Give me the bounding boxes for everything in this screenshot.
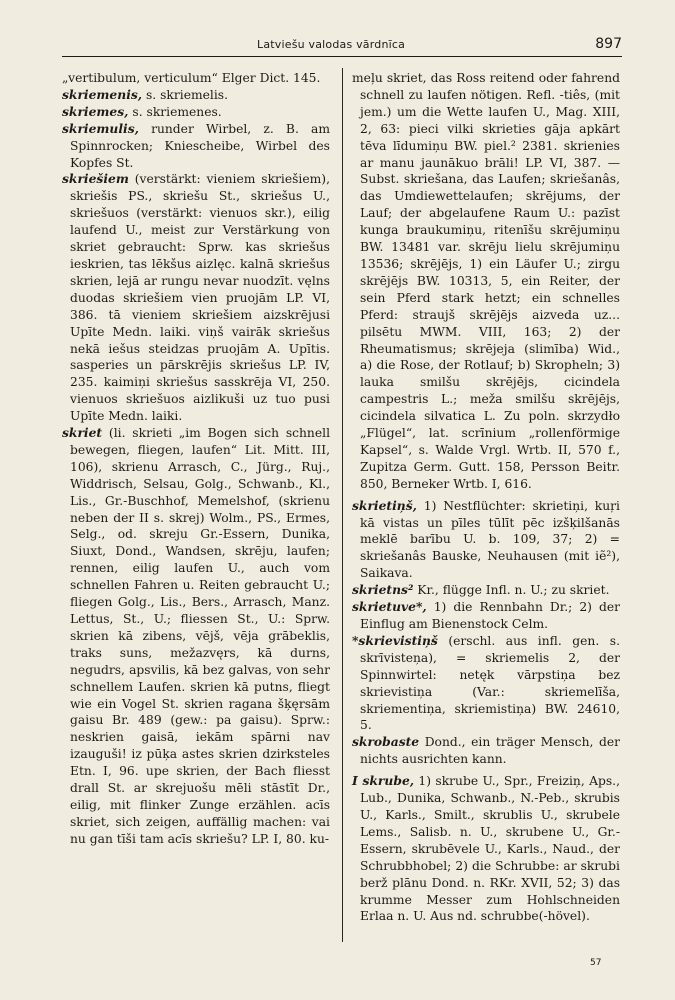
- dictionary-entry: [62, 104, 330, 121]
- dictionary-entry: [62, 425, 330, 848]
- dictionary-entry: [62, 121, 330, 172]
- left-column: [62, 70, 330, 848]
- entry-text: runder Wirbel, z. B. am Spinnrocken; Kniescheibe, Wirbel des Kopfes St.: [70, 121, 330, 170]
- entry-text: Kr., flügge Infl. n. U.; zu skriet.: [413, 583, 610, 598]
- entry-headword: skrietns²: [352, 582, 414, 598]
- entry-headword: *skrievistiņš: [352, 632, 438, 648]
- dictionary-entry: [352, 773, 620, 925]
- signature-mark: 57: [590, 958, 602, 968]
- dictionary-entry: [352, 599, 620, 633]
- entry-headword: skriemes,: [62, 103, 129, 119]
- column-divider: [342, 68, 343, 942]
- page-number: 897: [595, 36, 622, 52]
- entry-text: s. skriemenes.: [128, 104, 222, 119]
- dictionary-entry: [62, 87, 330, 104]
- right-column: [352, 70, 620, 925]
- entry-text: 1) skrube U., Spr., Freiziņ, Aps., Lub., Dunika, Schwanb., N.-Peb., skrubis U., Karls., Smilt., skrublis U., skrubele Lems., Salisb. n. U., skrubene U., Gr.-Essern, skrubēvele U., Karls., Naud., der Schrubbhobel; 2) die Schrubbe: ar skrubi berž plānu Dond. n. RKr. XVII, 52; 3) das krumme Messer zum Hohlschneiden Erlaa n. U. Aus nd. schrubbe(-hövel).: [360, 774, 620, 924]
- dictionary-entry: [62, 171, 330, 425]
- entry-text: 1) die Rennbahn Dr.; 2) der Einflug am Bienenstock Celm.: [360, 600, 620, 631]
- page-header: [62, 34, 622, 57]
- entry-text: 1) Nestflüchter: skrietiņi, kuŗi kā vistas un pīles tūlīt pēc izšķilšanās meklē barību U. b. 109, 37; 2) = skriešanâs Bauske, Neuhausen (mit iẽ²), Saikava.: [360, 498, 620, 581]
- entry-headword: skrietiņš,: [352, 497, 417, 513]
- dictionary-entry: [352, 498, 620, 583]
- entry-headword: skrobaste: [352, 734, 420, 750]
- entry-text: (li. skrieti „im Bogen sich schnell bewegen, fliegen, laufen“ Lit. Mitt. III, 106), skrienu Arrasch, C., Jürg., Ruj., Widdrisch, Selsau, Golg., Schwanb., Kl., Lis., Gr.-Buschhof, Memelshof, (skrienu neben der II s. skrej) Wolm., PS., Ermes, Selg., od. skreju Gr.-Essern, Dunika, Siuxt, Dond., Wandsen, skrēju, laufen; rennen, eilig laufen U., auch vom schnellen Fahren u. Reiten gebraucht U.; fliegen Golg., Lis., Bers., Arrasch, Manz. Lettus, St., U.; fliessen St., U.: Sprw. skrien kā zibens, vējš, vēja grābeklis, traks suns, mežazvęrs, kā durns, negudrs, apsvilis, kā bez galvas, von sehr schnellem Laufen. skrien kā putns, fliegt wie ein Vogel St. skrien ragana šķęrsām gaisu Br. 489 (gew.: pa gaisu). Sprw.: neskrien gaisā, iekām spārni nav izauguši! iz pūķa astes skrien dzirksteles Etn. I, 96. upe skrien, der Bach fliesst drall St. ar skrejuošu mēli stāstīt Dr., eilig, mit flinker Zunge erzählen. acīs skriet, sich zeigen, auffällig machen: vai nu gan tīši tam acīs skriešu? LP. I, 80. ku-: [70, 426, 330, 846]
- entry-text: meļu skriet, das Ross reitend oder fahrend schnell zu laufen nötigen. Refl. -tiês, (mit jem.) um die Wette laufen U., Mag. XIII, 2, 63: pieci vilki skrieties gāja apkārt tēva līdumiņu BW. piel.² 2381. skrienies ar manu jaunākuo brāli! LP. VI, 387. — Subst. skriešana, das Laufen; skriešanâs, das Umdiewettelaufen; skrējums, der Lauf; der abgelaufene Raum U.: pazīst kunga braukumiņu, ritenīšu skrējumiņu BW. 13481 var. skrēju lielu skrējumiņu 13536; skrējējs, 1) ein Läufer U.; zirgu skrējējs BW. 10313, 5, ein Reiter, der sein Pferd stark hetzt; ein schnelles Pferd: straujš skrējējs aizveda uz... pilsētu MWM. VIII, 163; 2) der Rheumatismus; skrējeja (slimība) Wid., a) die Rose, der Rotlauf; b) Skropheln; 3) lauka smilšu skrējējs, cicindela campestris L.; meža smilšu skrējējs, cicindela silvatica L. Zu poln. skrzydło „Flügel“, lat. scrīnium „rollenförmige Kapsel“, s. Walde Vrgl. Wrtb. II, 570 f., Zupitza Germ. Gutt. 158, Persson Beitr. 850, Berneker Wrtb. I, 616.: [352, 71, 620, 491]
- entry-text: „vertibulum, verticulum“ Elger Dict. 145.: [62, 71, 321, 85]
- dictionary-entry: [352, 633, 620, 734]
- entry-headword: skrietuve*,: [352, 599, 427, 615]
- entry-text: Dond., ein träger Mensch, der nichts ausrichten kann.: [360, 735, 620, 767]
- dictionary-entry: [62, 70, 330, 87]
- entry-headword: skriemenis,: [62, 86, 143, 102]
- entry-text: s. skriemelis.: [142, 87, 228, 102]
- dictionary-entry: [352, 734, 620, 768]
- entry-headword: skriet: [62, 425, 103, 441]
- entry-headword: skriešiem: [62, 171, 129, 187]
- entry-headword: skriemulis,: [62, 120, 139, 136]
- dictionary-entry: [352, 70, 620, 493]
- dictionary-entry: [352, 582, 620, 599]
- entry-text: (erschl. aus infl. gen. s. skrīvisteņa), = skriemelis 2, der Spinnwirtel: netęk vārpstiņa bez skrievistiņa (Var.: skriemelīša, skriementiņa, skriemistiņa) BW. 24610, 5.: [360, 633, 620, 733]
- entry-headword: I skrube,: [352, 773, 415, 789]
- running-title: Latviešu valodas vārdnīca: [257, 38, 406, 51]
- entry-text: (verstärkt: vieniem skriešiem), skriešis PS., skriešu St., skriešus U., skriešuos (verstärkt: vienuos skr.), eilig laufend U., meist zur Verstärkung von skriet gebraucht: Sprw. kas skriešus ieskrien, tas lēkšus aizlęc. kalnā skriešus skrien, lejā ar rungu nevar nuodzīt. vęlns duodas skriešiem vien pruojām LP. VI, 386. tā vieniem skriešiem aizskrējusi Upīte Medn. laiki. viņš vairāk skriešus nekā iešus steidzas pruojām A. Upītis. sasperies un pārskrējis skriešus LP. IV, 235. kaimiņi skriešus sasskrēja VI, 250. vienuos skriešuos aizlikuši uz tuo pusi Upīte Medn. laiki.: [70, 172, 330, 424]
